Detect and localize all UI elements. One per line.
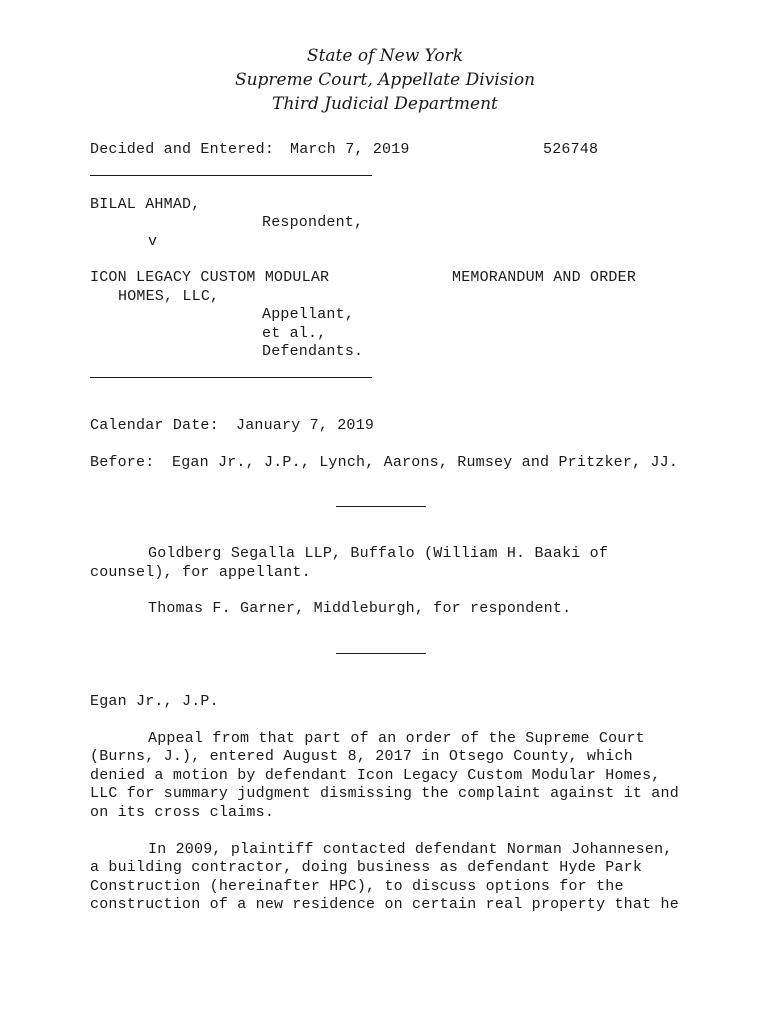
defendant-role-etal: et al., <box>262 325 327 342</box>
defendant-role-defendants: Defendants. <box>262 343 364 360</box>
plaintiff-role: Respondent, <box>262 214 364 231</box>
appellant-counsel-line1: Goldberg Segalla LLP, Buffalo (William H. Baaki of <box>148 545 609 562</box>
judges-panel: Egan Jr., J.P., Lynch, Aarons, Rumsey and Pritzker, JJ. <box>172 454 679 471</box>
court-name-department: Third Judicial Department <box>272 94 498 114</box>
paragraph-2-line-1: In 2009, plaintiff contacted defendant Norman Johannesen, <box>148 841 673 858</box>
calendar-date: January 7, 2019 <box>236 417 375 434</box>
opinion-author: Egan Jr., J.P. <box>90 693 219 710</box>
docket-number: 526748 <box>543 141 599 158</box>
section-divider-2 <box>336 653 426 654</box>
defendant-name-line1: ICON LEGACY CUSTOM MODULAR <box>90 269 330 286</box>
versus: v <box>148 233 158 250</box>
paragraph-1-line-2: (Burns, J.), entered August 8, 2017 in Otsego County, which <box>90 748 633 765</box>
defendant-role-appellant: Appellant, <box>262 306 355 323</box>
court-name-division: Supreme Court, Appellate Division <box>234 70 536 90</box>
respondent-counsel: Thomas F. Garner, Middleburgh, for respondent. <box>148 600 572 617</box>
paragraph-1-line-1: Appeal from that part of an order of the Supreme Court <box>148 730 645 747</box>
defendant-name-line2: HOMES, LLC, <box>118 288 220 305</box>
paragraph-2-line-2: a building contractor, doing business as defendant Hyde Park <box>90 859 643 876</box>
caption-top-rule <box>90 175 372 176</box>
paragraph-2-line-4: construction of a new residence on certain real property that he <box>90 896 679 913</box>
caption-bottom-rule <box>90 377 372 378</box>
paragraph-1-line-5: on its cross claims. <box>90 804 275 821</box>
decided-label: Decided and Entered: <box>90 141 275 158</box>
document-type: MEMORANDUM AND ORDER <box>452 269 637 286</box>
section-divider-1 <box>336 506 426 507</box>
calendar-label: Calendar Date: <box>90 417 219 434</box>
paragraph-1-line-3: denied a motion by defendant Icon Legacy Custom Modular Homes, <box>90 767 661 784</box>
plaintiff-name: BILAL AHMAD, <box>90 196 201 213</box>
paragraph-1-line-4: LLC for summary judgment dismissing the complaint against it and <box>90 785 679 802</box>
before-label: Before: <box>90 454 155 471</box>
appellant-counsel-line2: counsel), for appellant. <box>90 564 311 581</box>
court-name-state: State of New York <box>306 46 464 66</box>
decided-date: March 7, 2019 <box>290 141 410 158</box>
paragraph-2-line-3: Construction (hereinafter HPC), to discuss options for the <box>90 878 624 895</box>
